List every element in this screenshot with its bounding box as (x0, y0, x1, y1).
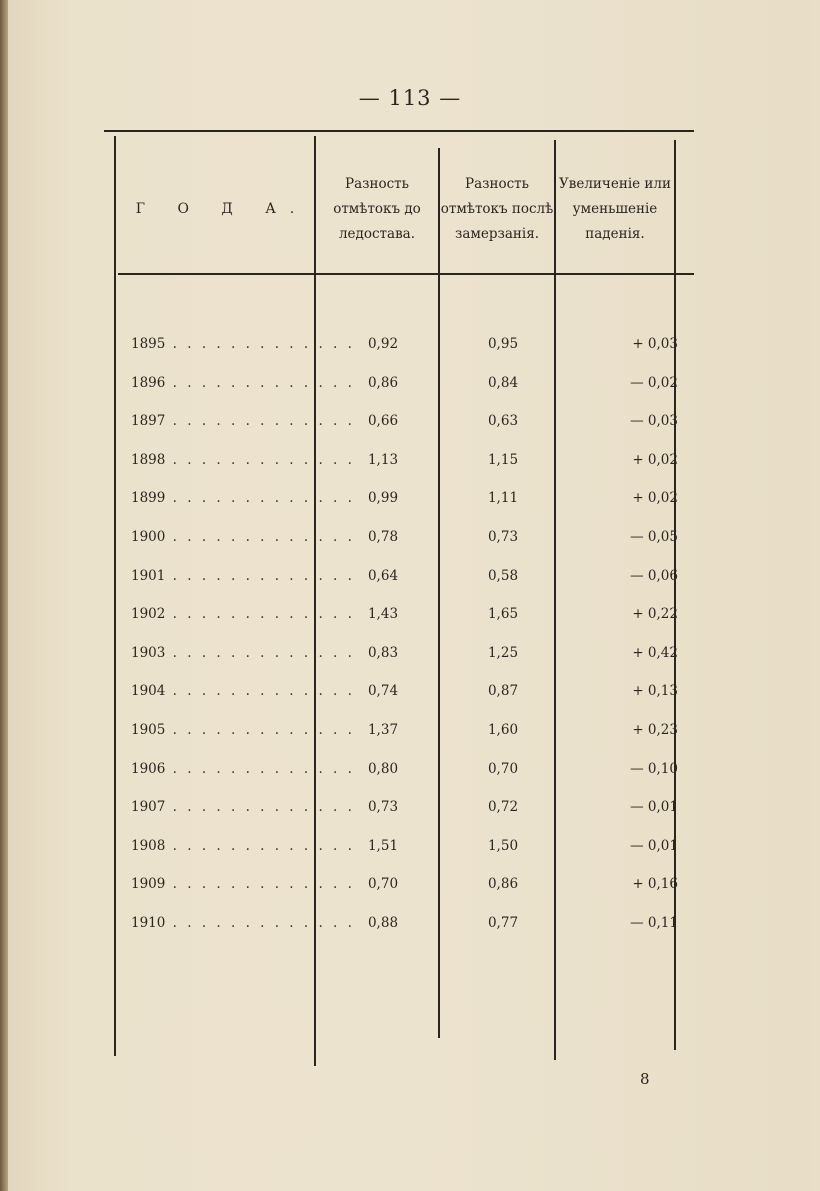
difference-after-cell: 1,65 (487, 606, 519, 623)
leader-dots: . . . . . . . . . . . . . (165, 721, 355, 738)
difference-after-cell: 0,77 (487, 914, 519, 931)
difference-after-cell: 1,11 (487, 490, 519, 507)
table-row (8, 799, 812, 838)
year-label: 1899 (131, 490, 166, 507)
difference-after-cell: 0,58 (487, 567, 519, 584)
difference-before-cell: 1,43 (367, 606, 399, 623)
header-change-in-fall: Увеличеніе или уменьшеніе паденія. (558, 175, 671, 242)
year-label: 1903 (131, 644, 166, 661)
change-cell: — 0,10 (630, 760, 678, 777)
change-cell: + 0,02 (632, 451, 678, 468)
change-cell: — 0,06 (630, 567, 678, 584)
year-label: 1909 (131, 876, 166, 893)
table-row (8, 838, 812, 877)
table-row (8, 683, 812, 722)
difference-after-cell: 0,72 (487, 799, 519, 816)
leader-dots: . . . . . . . . . . . . . (165, 451, 355, 468)
header-years: Г О Д А. (135, 200, 309, 217)
difference-before-cell: 0,83 (367, 644, 399, 661)
leader-dots: . . . . . . . . . . . . . (165, 413, 355, 430)
table-row (8, 568, 812, 607)
year-cell (131, 760, 355, 777)
year-cell (131, 837, 355, 854)
leader-dots: . . . . . . . . . . . . . (165, 837, 355, 854)
leader-dots: . . . . . . . . . . . . . (165, 490, 355, 507)
change-cell: — 0,02 (630, 374, 678, 391)
year-cell (131, 876, 355, 893)
year-cell (131, 528, 355, 545)
leader-dots: . . . . . . . . . . . . . (165, 606, 355, 623)
difference-after-cell: 0,87 (487, 683, 519, 700)
change-cell: — 0,03 (630, 413, 678, 430)
difference-after-cell: 0,84 (487, 374, 519, 391)
year-label: 1910 (131, 914, 166, 931)
difference-after-cell: 1,60 (487, 721, 519, 738)
table-row (8, 336, 812, 375)
header-difference-before-freeze: Разность отмѣтокъ до ледостава. (333, 175, 421, 242)
difference-before-cell: 1,51 (367, 837, 399, 854)
year-label: 1906 (131, 760, 166, 777)
table-row (8, 876, 812, 915)
year-label: 1897 (131, 413, 166, 430)
year-label: 1904 (131, 683, 166, 700)
leader-dots: . . . . . . . . . . . . . (165, 644, 355, 661)
difference-before-cell: 1,13 (367, 451, 399, 468)
difference-after-cell: 1,25 (487, 644, 519, 661)
table-row (8, 722, 812, 761)
table-row (8, 375, 812, 414)
change-cell: — 0,01 (630, 799, 678, 816)
year-cell (131, 683, 355, 700)
table-row (8, 529, 812, 568)
leader-dots: . . . . . . . . . . . . . (165, 567, 355, 584)
year-cell (131, 721, 355, 738)
leader-dots: . . . . . . . . . . . . . (165, 374, 355, 391)
leader-dots: . . . . . . . . . . . . . (165, 914, 355, 931)
year-cell (131, 567, 355, 584)
leader-dots: . . . . . . . . . . . . . (165, 683, 355, 700)
year-cell (131, 336, 355, 352)
year-cell (131, 644, 355, 661)
year-label: 1902 (131, 606, 166, 623)
change-cell: + 0,03 (632, 336, 678, 352)
table-row (8, 645, 812, 684)
table-header-rule (118, 273, 694, 275)
difference-after-cell: 1,15 (487, 451, 519, 468)
difference-after-cell: 0,86 (487, 876, 519, 893)
book-spine-edge (0, 0, 8, 1191)
table-body (8, 336, 812, 954)
change-cell: + 0,13 (632, 683, 678, 700)
leader-dots: . . . . . . . . . . . . . (165, 799, 355, 816)
difference-before-cell: 0,99 (367, 490, 399, 507)
year-label: 1898 (131, 451, 166, 468)
header-difference-after-freeze: Разность отмѣтокъ послѣ замерзанія. (440, 175, 554, 242)
year-cell (131, 451, 355, 468)
year-cell (131, 413, 355, 430)
difference-before-cell: 0,66 (367, 413, 399, 430)
table-row (8, 915, 812, 954)
change-cell: + 0,42 (632, 644, 678, 661)
signature-mark: 8 (640, 1070, 650, 1088)
difference-before-cell: 0,80 (367, 760, 399, 777)
table-row (8, 413, 812, 452)
change-cell: + 0,02 (632, 490, 678, 507)
year-cell (131, 606, 355, 623)
difference-after-cell: 0,63 (487, 413, 519, 430)
leader-dots: . . . . . . . . . . . . . (165, 760, 355, 777)
year-label: 1907 (131, 799, 166, 816)
difference-before-cell: 0,78 (367, 528, 399, 545)
difference-before-cell: 0,73 (367, 799, 399, 816)
difference-before-cell: 0,88 (367, 914, 399, 931)
difference-before-cell: 0,92 (367, 336, 399, 352)
difference-after-cell: 0,70 (487, 760, 519, 777)
year-label: 1908 (131, 837, 166, 854)
change-cell: + 0,22 (632, 606, 678, 623)
difference-before-cell: 0,86 (367, 374, 399, 391)
difference-after-cell: 0,73 (487, 528, 519, 545)
change-cell: — 0,11 (630, 914, 678, 931)
change-cell: — 0,01 (630, 837, 678, 854)
year-label: 1905 (131, 721, 166, 738)
difference-before-cell: 0,64 (367, 567, 399, 584)
table-row (8, 452, 812, 491)
leader-dots: . . . . . . . . . . . . . (165, 336, 355, 352)
difference-after-cell: 0,95 (487, 336, 519, 352)
change-cell: + 0,23 (632, 721, 678, 738)
year-cell (131, 799, 355, 816)
leader-dots: . . . . . . . . . . . . . (165, 876, 355, 893)
year-label: 1895 (131, 336, 166, 352)
table-top-rule (104, 130, 694, 132)
year-label: 1900 (131, 528, 166, 545)
year-cell (131, 490, 355, 507)
leader-dots: . . . . . . . . . . . . . (165, 528, 355, 545)
year-cell (131, 374, 355, 391)
difference-after-cell: 1,50 (487, 837, 519, 854)
book-page (8, 0, 812, 1191)
page-number: — 113 — (358, 86, 462, 110)
difference-before-cell: 0,74 (367, 683, 399, 700)
year-cell (131, 914, 355, 931)
table-row (8, 761, 812, 800)
year-label: 1901 (131, 567, 166, 584)
table-row (8, 490, 812, 529)
difference-before-cell: 1,37 (367, 721, 399, 738)
change-cell: + 0,16 (632, 876, 678, 893)
change-cell: — 0,05 (630, 528, 678, 545)
table-row (8, 606, 812, 645)
difference-before-cell: 0,70 (367, 876, 399, 893)
year-label: 1896 (131, 374, 166, 391)
